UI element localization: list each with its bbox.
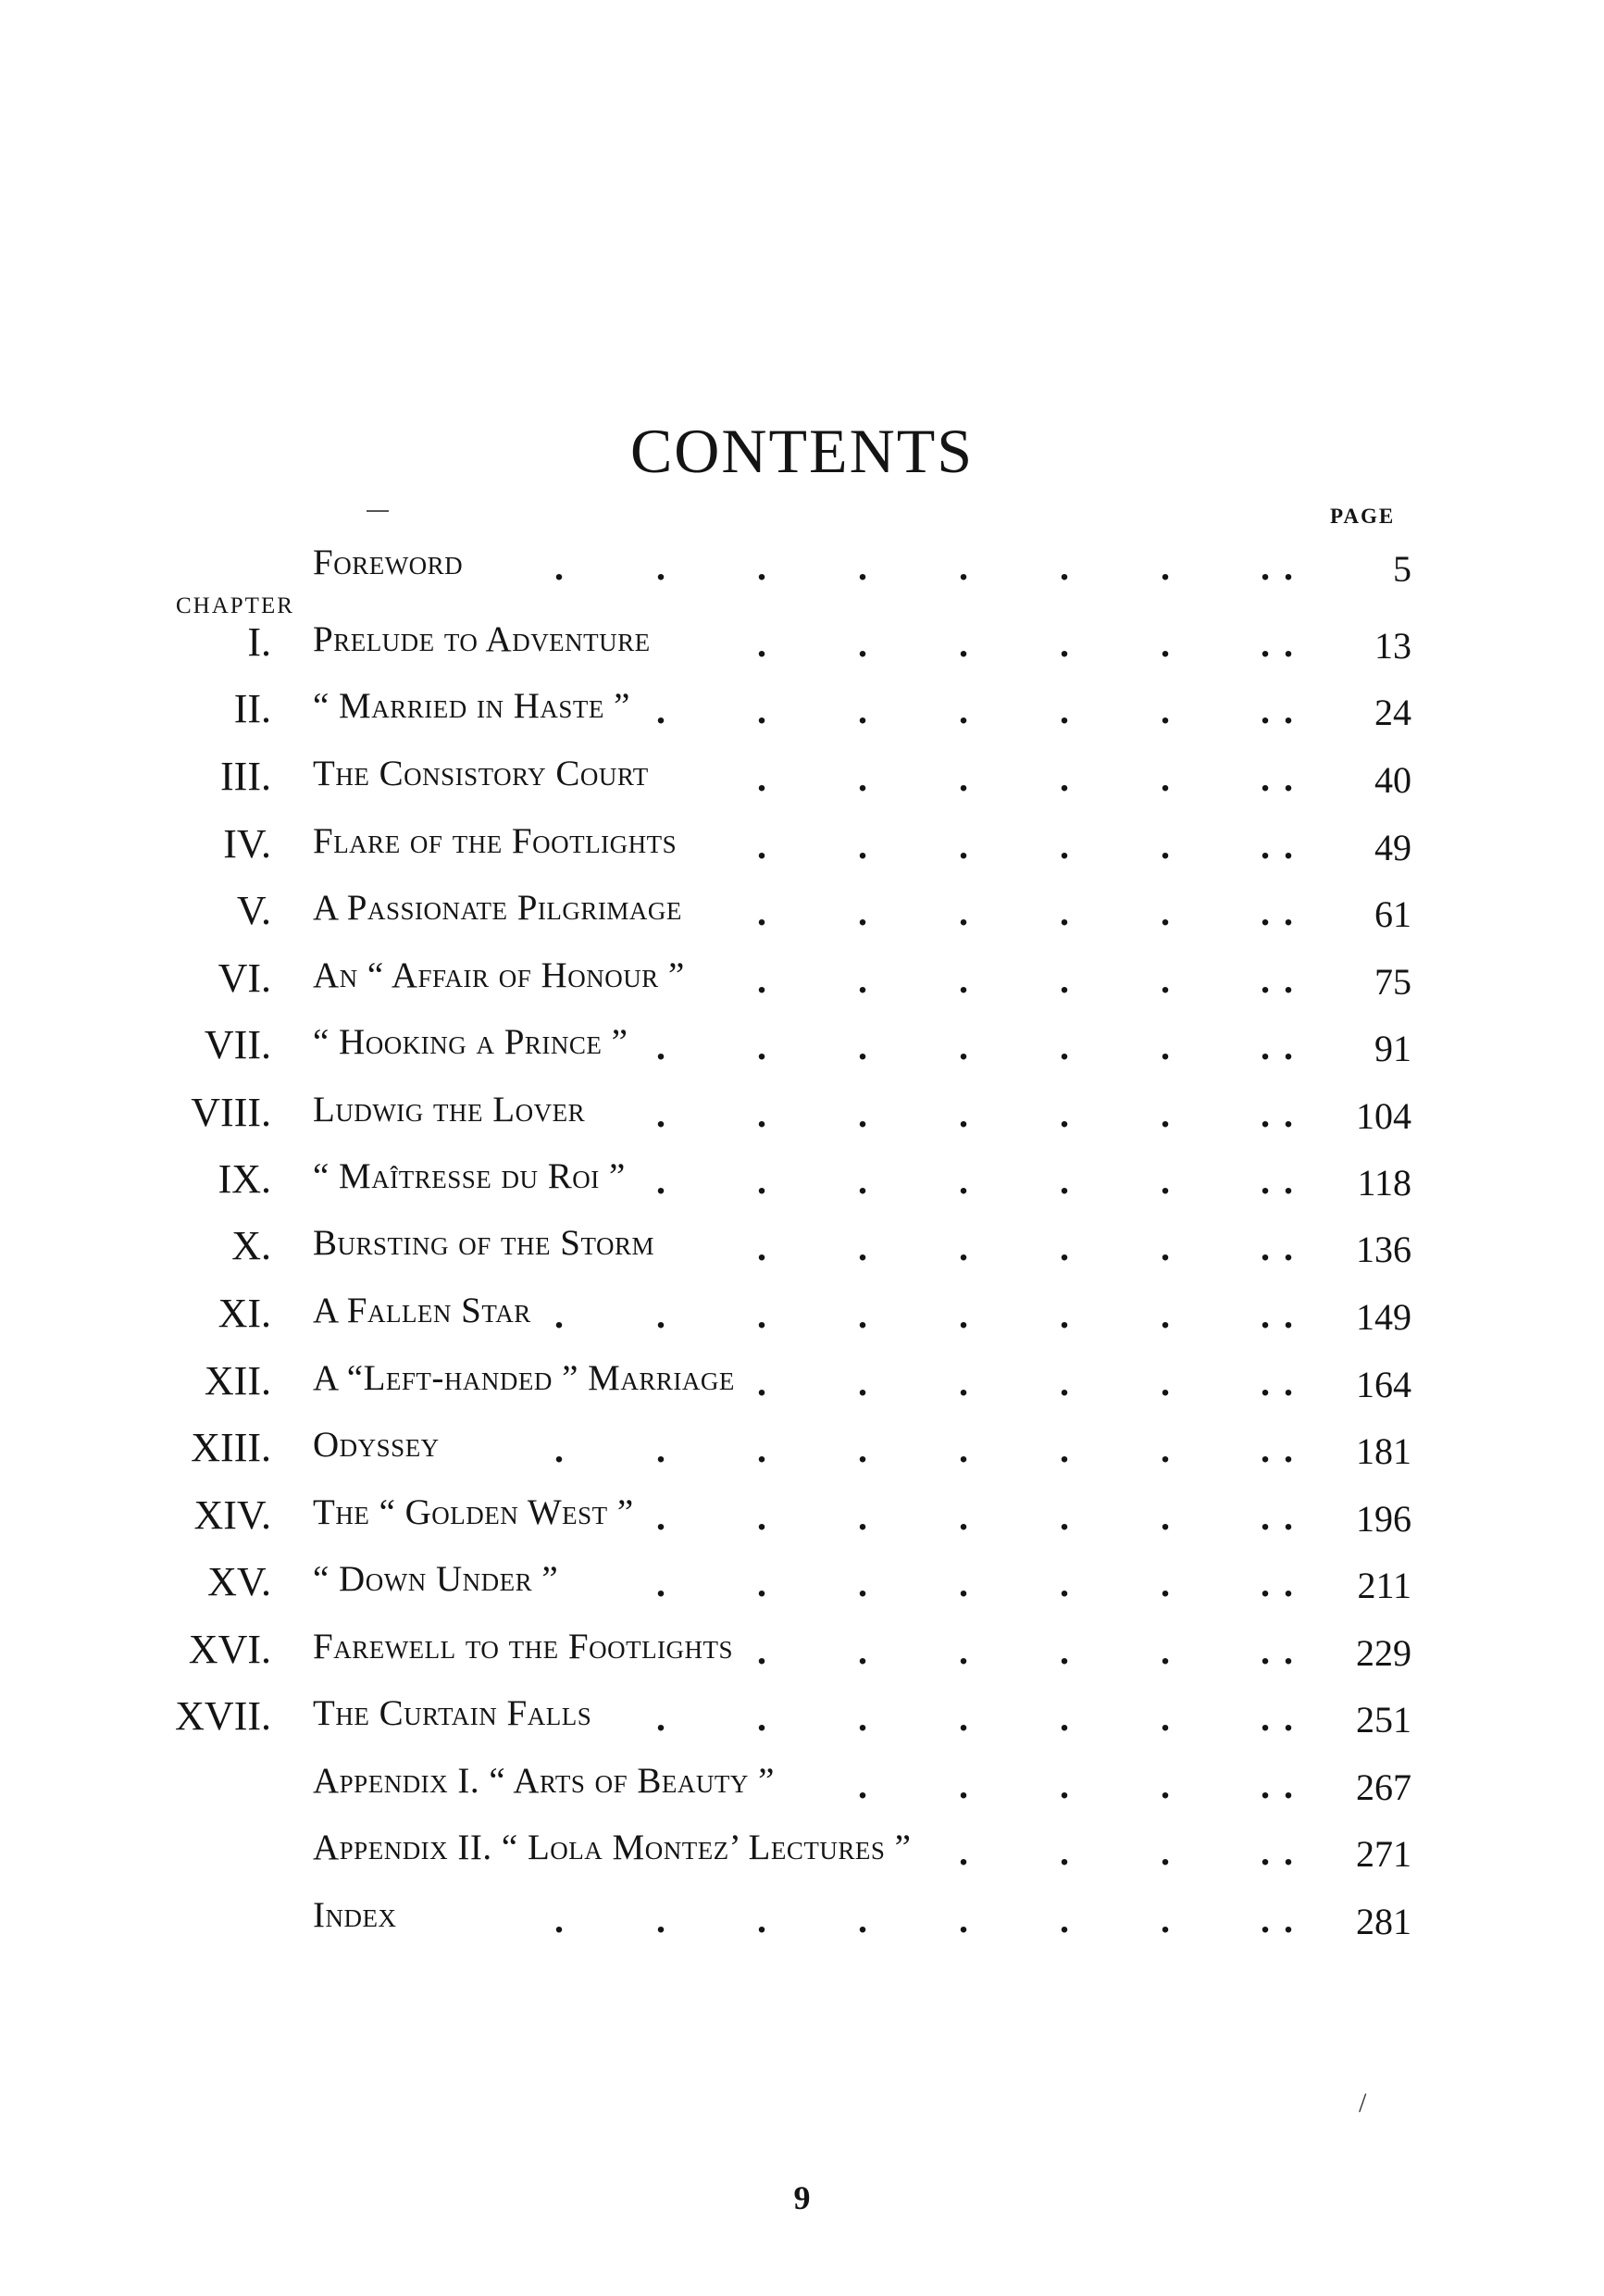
leader-dot: . <box>858 546 867 588</box>
leader-dot: . <box>1261 1227 1270 1268</box>
leader-dot: . <box>858 1294 867 1336</box>
leader-dot: . <box>1060 1093 1069 1135</box>
leader-dot: . <box>1060 1160 1069 1202</box>
leader-dot: . <box>1060 825 1069 867</box>
leader-dot: . <box>959 1026 968 1067</box>
leader-dot: . <box>959 623 968 665</box>
leader-dot: . <box>1261 1160 1270 1202</box>
leader-dot: . <box>1161 825 1170 867</box>
entry-title: Index <box>313 1895 397 1935</box>
chapter-number: XIV. <box>193 1492 271 1538</box>
leader-dot: . <box>959 1093 968 1135</box>
page-number: 9 <box>793 2179 811 2216</box>
toc-entry <box>0 618 1604 674</box>
chapter-number: VIII. <box>191 1090 271 1135</box>
leader-dot: . <box>959 690 968 731</box>
chapter-number: XIII. <box>191 1425 271 1470</box>
leader-dot: . <box>959 959 968 1001</box>
entry-title: Prelude to Adventure <box>313 619 651 659</box>
leader-dot: . <box>1161 1765 1170 1806</box>
leader-dot: . <box>1261 1294 1270 1336</box>
leader-dot: . <box>959 1227 968 1268</box>
leader-dot: . <box>757 1563 766 1604</box>
leader-dot: . <box>656 1160 665 1202</box>
leader-dot: . <box>858 1160 867 1202</box>
leader-dot: . <box>1161 1630 1170 1672</box>
leader-dot: . <box>757 1496 766 1538</box>
entry-page: 271 <box>1356 1833 1411 1875</box>
leader-dot: . <box>858 690 867 731</box>
leader-dot: . <box>757 825 766 867</box>
leader-dot: . <box>1161 1294 1170 1336</box>
toc-entry <box>0 1357 1604 1413</box>
toc-entry <box>0 1424 1604 1479</box>
leader-dot: . <box>1284 623 1293 665</box>
leader-dot: . <box>1284 892 1293 933</box>
chapter-number: II. <box>233 686 271 731</box>
dot-leader <box>0 820 1604 876</box>
leader-dot: . <box>1284 546 1293 588</box>
leader-dot: . <box>1161 1362 1170 1404</box>
leader-dot: . <box>1261 690 1270 731</box>
chapter-number: IV. <box>223 821 271 867</box>
leader-dot: . <box>1060 1899 1069 1940</box>
leader-dot: . <box>959 1765 968 1806</box>
leader-dot: . <box>1261 1831 1270 1873</box>
dot-leader <box>0 618 1604 674</box>
leader-dot: . <box>1261 1697 1270 1739</box>
leader-dot: . <box>656 1026 665 1067</box>
leader-dot: . <box>554 1294 564 1336</box>
toc-entry <box>0 1021 1604 1077</box>
leader-dot: . <box>858 1227 867 1268</box>
leader-dot: . <box>1161 757 1170 799</box>
dot-leader <box>0 887 1604 942</box>
leader-dot: . <box>858 1630 867 1672</box>
leader-dot: . <box>656 1429 665 1470</box>
leader-dot: . <box>1161 1496 1170 1538</box>
entry-title: Farewell to the Footlights <box>313 1627 734 1666</box>
chapter-number: III. <box>220 754 271 799</box>
leader-dot: . <box>1060 1630 1069 1672</box>
toc-entry <box>0 887 1604 942</box>
leader-dot: . <box>757 892 766 933</box>
entry-page: 61 <box>1374 893 1411 935</box>
leader-dot: . <box>959 546 968 588</box>
entry-page: 251 <box>1356 1699 1411 1741</box>
leader-dot: . <box>858 1697 867 1739</box>
entry-page: 164 <box>1356 1364 1411 1405</box>
leader-dot: . <box>1060 1026 1069 1067</box>
leader-dot: . <box>1261 1093 1270 1135</box>
leader-dot: . <box>757 1093 766 1135</box>
chapter-number: XI. <box>218 1291 271 1336</box>
leader-dot: . <box>554 1429 564 1470</box>
dot-leader <box>0 753 1604 808</box>
leader-dot: . <box>1161 1160 1170 1202</box>
entry-page: 13 <box>1374 625 1411 667</box>
entry-page: 118 <box>1357 1162 1411 1204</box>
leader-dot: . <box>1261 959 1270 1001</box>
toc-entry <box>0 1089 1604 1144</box>
leader-dot: . <box>1284 1765 1293 1806</box>
entry-page: 196 <box>1356 1498 1411 1540</box>
leader-dot: . <box>757 546 766 588</box>
chapter-number: VII. <box>204 1022 271 1067</box>
leader-dot: . <box>1261 1026 1270 1067</box>
leader-dot: . <box>757 1697 766 1739</box>
leader-dot: . <box>858 1429 867 1470</box>
entry-page: 24 <box>1374 692 1411 733</box>
leader-dot: . <box>656 1899 665 1940</box>
leader-dot: . <box>858 1093 867 1135</box>
leader-dot: . <box>1060 1496 1069 1538</box>
leader-dot: . <box>1060 1563 1069 1604</box>
leader-dot: . <box>757 1294 766 1336</box>
entry-title: The Consistory Court <box>313 754 649 793</box>
leader-dot: . <box>1284 1697 1293 1739</box>
leader-dot: . <box>959 757 968 799</box>
entry-title: The Curtain Falls <box>313 1693 592 1733</box>
leader-dot: . <box>757 1899 766 1940</box>
leader-dot: . <box>1161 546 1170 588</box>
entry-title: “ Maîtresse du Roi ” <box>313 1156 626 1196</box>
leader-dot: . <box>1284 1831 1293 1873</box>
leader-dot: . <box>656 1093 665 1135</box>
page-title: CONTENTS <box>629 416 975 486</box>
leader-dot: . <box>1161 1093 1170 1135</box>
leader-dot: . <box>1284 1429 1293 1470</box>
leader-dot: . <box>959 1362 968 1404</box>
toc-entry <box>0 685 1604 741</box>
entry-title: Flare of the Footlights <box>313 821 678 861</box>
toc-entry <box>0 1491 1604 1547</box>
leader-dot: . <box>1261 1362 1270 1404</box>
leader-dot: . <box>1161 1227 1170 1268</box>
leader-dot: . <box>1060 690 1069 731</box>
leader-dot: . <box>554 1899 564 1940</box>
leader-dot: . <box>1060 1697 1069 1739</box>
leader-dot: . <box>1261 1563 1270 1604</box>
leader-dot: . <box>959 1697 968 1739</box>
chapter-number: X. <box>231 1223 271 1268</box>
leader-dot: . <box>656 690 665 731</box>
leader-dot: . <box>1261 825 1270 867</box>
leader-dot: . <box>656 1294 665 1336</box>
entry-title: The “ Golden West ” <box>313 1492 634 1532</box>
leader-dot: . <box>1161 1899 1170 1940</box>
toc-entry <box>0 1558 1604 1614</box>
leader-dot: . <box>1261 757 1270 799</box>
leader-dot: . <box>959 1563 968 1604</box>
dot-leader <box>0 1021 1604 1077</box>
entry-title: An “ Affair of Honour ” <box>313 955 685 995</box>
leader-dot: . <box>656 1496 665 1538</box>
leader-dot: . <box>1060 757 1069 799</box>
toc-entry <box>0 1894 1604 1950</box>
toc-entry <box>0 542 1604 597</box>
leader-dot: . <box>959 825 968 867</box>
leader-dot: . <box>1060 1294 1069 1336</box>
entry-page: 281 <box>1356 1901 1411 1942</box>
entry-title: Appendix II. “ Lola Montez’ Lectures ” <box>313 1828 912 1867</box>
toc-entry <box>0 1155 1604 1211</box>
leader-dot: . <box>757 690 766 731</box>
leader-dot: . <box>1261 623 1270 665</box>
leader-dot: . <box>959 1160 968 1202</box>
leader-dot: . <box>1261 1765 1270 1806</box>
leader-dot: . <box>1284 1563 1293 1604</box>
leader-dot: . <box>1284 757 1293 799</box>
stray-mark: / <box>1359 2088 1367 2118</box>
leader-dot: . <box>1284 1227 1293 1268</box>
leader-dot: . <box>858 1899 867 1940</box>
leader-dot: . <box>959 1899 968 1940</box>
entry-title: Foreword <box>313 543 464 582</box>
leader-dot: . <box>858 825 867 867</box>
leader-dot: . <box>1161 623 1170 665</box>
leader-dot: . <box>757 1630 766 1672</box>
leader-dot: . <box>757 1362 766 1404</box>
leader-dot: . <box>1060 623 1069 665</box>
leader-dot: . <box>858 892 867 933</box>
leader-dot: . <box>1261 1429 1270 1470</box>
leader-dot: . <box>1161 892 1170 933</box>
chapter-number: I. <box>247 619 271 665</box>
leader-dot: . <box>757 623 766 665</box>
entry-page: 136 <box>1356 1229 1411 1270</box>
page-column-heading: PAGE <box>1330 505 1396 528</box>
leader-dot: . <box>1284 690 1293 731</box>
chapter-number: VI. <box>218 955 271 1001</box>
toc-entry <box>0 1760 1604 1816</box>
chapter-number: IX. <box>218 1156 271 1202</box>
leader-dot: . <box>1060 1765 1069 1806</box>
chapter-column-heading: CHAPTER <box>176 593 294 618</box>
leader-dot: . <box>1261 1630 1270 1672</box>
entry-page: 181 <box>1356 1430 1411 1472</box>
entry-title: A Fallen Star <box>313 1291 531 1330</box>
leader-dot: . <box>858 1026 867 1067</box>
entry-title: Ludwig the Lover <box>313 1090 586 1129</box>
dot-leader <box>0 955 1604 1010</box>
entry-title: A “Left-handed ” Marriage <box>313 1358 735 1398</box>
leader-dot: . <box>858 1496 867 1538</box>
toc-entry <box>0 1626 1604 1681</box>
leader-dot: . <box>1284 1362 1293 1404</box>
leader-dot: . <box>1284 825 1293 867</box>
leader-dot: . <box>1060 892 1069 933</box>
leader-dot: . <box>656 546 665 588</box>
entry-page: 75 <box>1374 961 1411 1003</box>
entry-title: Odyssey <box>313 1425 440 1465</box>
leader-dot: . <box>1161 1026 1170 1067</box>
chapter-number: XV. <box>207 1559 271 1604</box>
leader-dot: . <box>757 1429 766 1470</box>
leader-dot: . <box>858 1765 867 1806</box>
leader-dot: . <box>1161 1831 1170 1873</box>
leader-dot: . <box>1161 1429 1170 1470</box>
leader-dot: . <box>1060 959 1069 1001</box>
leader-dot: . <box>1161 690 1170 731</box>
dot-leader <box>0 685 1604 741</box>
leader-dot: . <box>1060 1429 1069 1470</box>
entry-title: A Passionate Pilgrimage <box>313 888 682 928</box>
leader-dot: . <box>858 1362 867 1404</box>
entry-title: Bursting of the Storm <box>313 1223 654 1263</box>
entry-title: “ Hooking a Prince ” <box>313 1022 628 1062</box>
leader-dot: . <box>959 1630 968 1672</box>
entry-title: “ Down Under ” <box>313 1559 559 1599</box>
toc-entry <box>0 1827 1604 1882</box>
entry-page: 211 <box>1357 1565 1411 1606</box>
leader-dot: . <box>1060 546 1069 588</box>
leader-dot: . <box>1284 1899 1293 1940</box>
leader-dot: . <box>959 1496 968 1538</box>
leader-dot: . <box>1161 959 1170 1001</box>
toc-entry <box>0 955 1604 1010</box>
leader-dot: . <box>656 1563 665 1604</box>
leader-dot: . <box>1284 1093 1293 1135</box>
entry-page: 91 <box>1374 1028 1411 1069</box>
leader-dot: . <box>757 1160 766 1202</box>
leader-dot: . <box>757 1227 766 1268</box>
dot-leader <box>0 542 1604 597</box>
leader-dot: . <box>757 1026 766 1067</box>
title-rule <box>367 510 389 512</box>
leader-dot: . <box>1060 1227 1069 1268</box>
entry-page: 267 <box>1356 1766 1411 1808</box>
leader-dot: . <box>959 1429 968 1470</box>
leader-dot: . <box>757 757 766 799</box>
leader-dot: . <box>1261 892 1270 933</box>
entry-title: “ Married in Haste ” <box>313 686 630 726</box>
leader-dot: . <box>1161 1697 1170 1739</box>
leader-dot: . <box>1284 1630 1293 1672</box>
entry-page: 5 <box>1393 548 1411 590</box>
leader-dot: . <box>1261 1899 1270 1940</box>
leader-dot: . <box>1284 1496 1293 1538</box>
toc-entry <box>0 1290 1604 1345</box>
leader-dot: . <box>959 1831 968 1873</box>
leader-dot: . <box>757 959 766 1001</box>
leader-dot: . <box>858 959 867 1001</box>
leader-dot: . <box>1261 1496 1270 1538</box>
chapter-number: XVI. <box>188 1627 271 1672</box>
leader-dot: . <box>1060 1831 1069 1873</box>
leader-dot: . <box>858 1563 867 1604</box>
toc-entry <box>0 1222 1604 1278</box>
leader-dot: . <box>1284 1160 1293 1202</box>
leader-dot: . <box>1261 546 1270 588</box>
leader-dot: . <box>959 892 968 933</box>
leader-dot: . <box>858 623 867 665</box>
toc-entry <box>0 820 1604 876</box>
leader-dot: . <box>554 546 564 588</box>
entry-page: 104 <box>1356 1095 1411 1137</box>
chapter-number: XII. <box>204 1358 271 1404</box>
chapter-number: XVII. <box>175 1693 271 1739</box>
leader-dot: . <box>959 1294 968 1336</box>
leader-dot: . <box>1284 1026 1293 1067</box>
entry-page: 149 <box>1356 1296 1411 1338</box>
entry-page: 49 <box>1374 827 1411 868</box>
leader-dot: . <box>1060 1362 1069 1404</box>
entry-title: Appendix I. “ Arts of Beauty ” <box>313 1761 775 1801</box>
toc-entry <box>0 1692 1604 1748</box>
entry-page: 229 <box>1356 1632 1411 1674</box>
entry-page: 40 <box>1374 759 1411 801</box>
chapter-number: V. <box>236 888 271 933</box>
leader-dot: . <box>1284 959 1293 1001</box>
toc-entry <box>0 753 1604 808</box>
leader-dot: . <box>656 1697 665 1739</box>
leader-dot: . <box>1161 1563 1170 1604</box>
leader-dot: . <box>1284 1294 1293 1336</box>
leader-dot: . <box>858 757 867 799</box>
